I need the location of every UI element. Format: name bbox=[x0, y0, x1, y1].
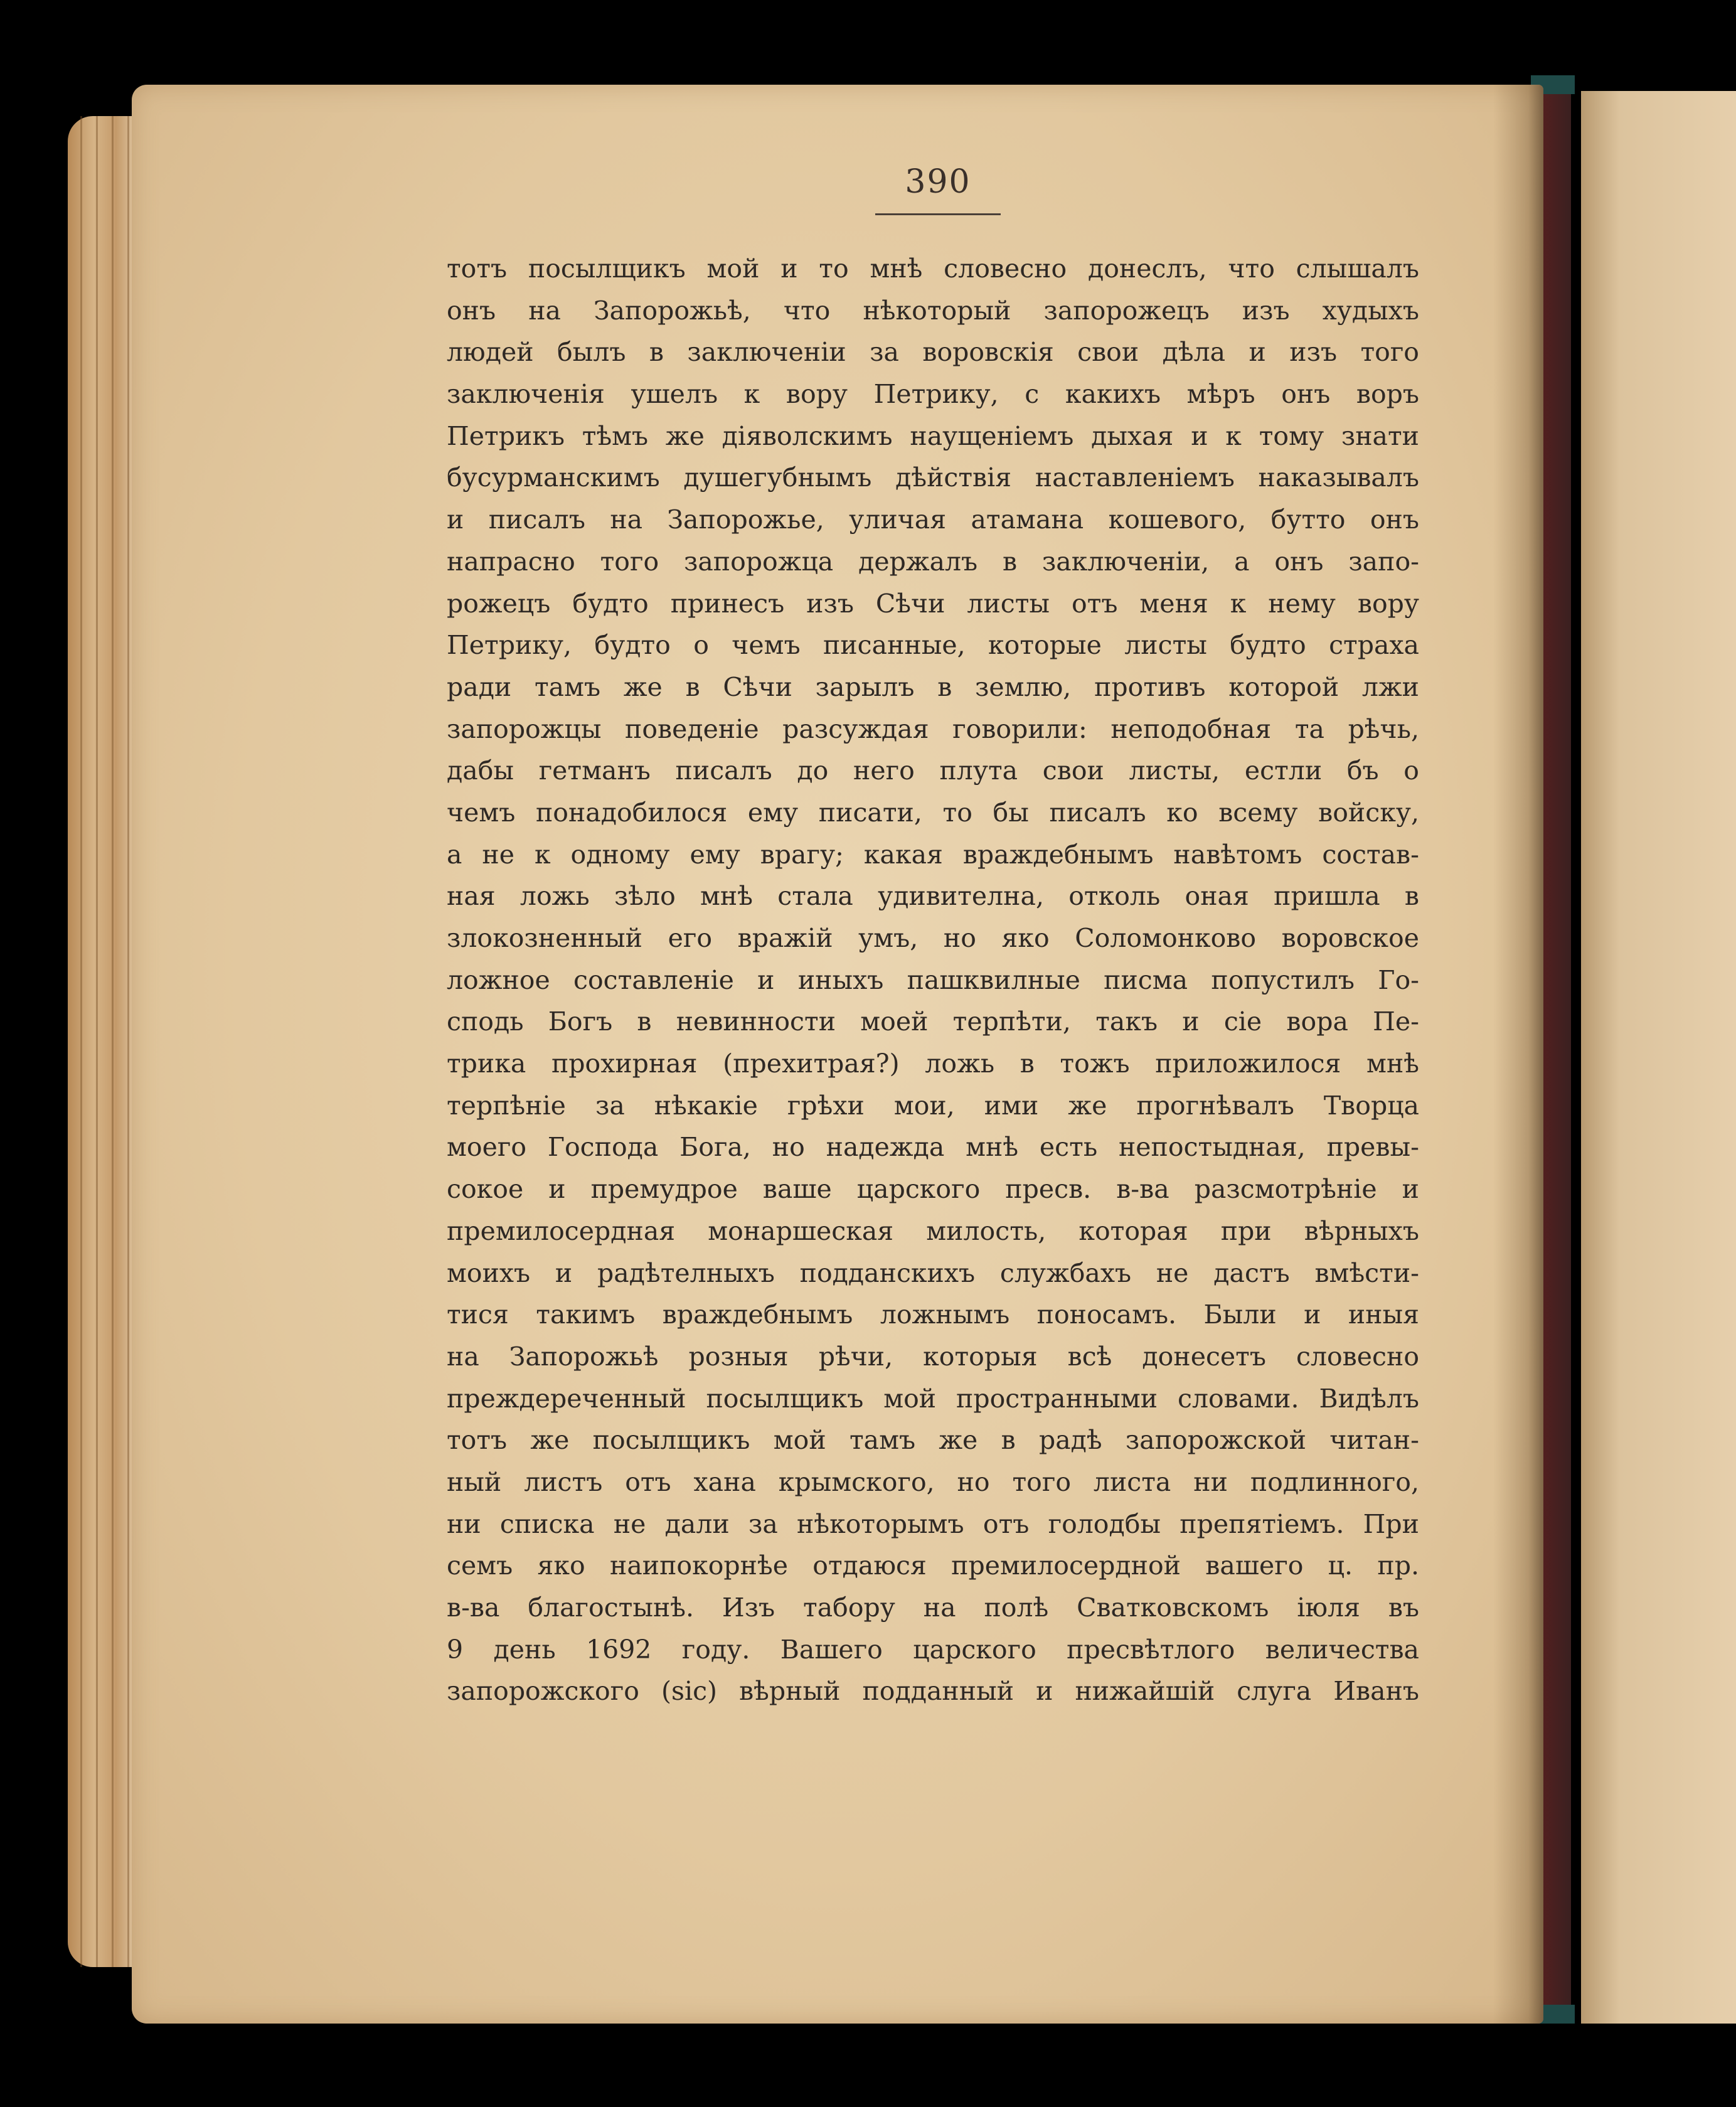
text-line: Петрикъ тѣмъ же діяволскимъ наущеніемъ дыхая и к тому знати bbox=[447, 420, 1419, 451]
text-line: сокое и премудрое ваше царского пресв. в-ва разсмотрѣніе и bbox=[447, 1174, 1419, 1205]
text-line: заключенія ушелъ к вору Петрику, с какихъ мѣръ онъ воръ bbox=[447, 379, 1419, 410]
text-line: злокозненный его вражій умъ, но яко Соломонково воровское bbox=[447, 923, 1419, 953]
text-line: напрасно того запорожца держалъ в заключеніи, а онъ запо- bbox=[447, 546, 1419, 577]
text-line: ни списка не дали за нѣкоторымъ отъ голодбы препятіемъ. При bbox=[447, 1508, 1419, 1539]
text-line: тися такимъ враждебнымъ ложнымъ поносамъ. Были и иныя bbox=[447, 1299, 1419, 1330]
text-line: бусурманскимъ душегубнымъ дѣйствія наставленіемъ наказывалъ bbox=[447, 462, 1419, 493]
text-line: а не к одному ему врагу; какая враждебнымъ навѣтомъ состав- bbox=[447, 839, 1419, 870]
text-line: преждереченный посылщикъ мой пространными словами. Видѣлъ bbox=[447, 1383, 1419, 1414]
text-line: ради тамъ же в Сѣчи зарылъ в землю, противъ которой лжи bbox=[447, 671, 1419, 702]
text-line: рожецъ будто принесъ изъ Сѣчи листы отъ меня к нему вору bbox=[447, 588, 1419, 619]
text-line: ложное составленіе и иныхъ пашквилные писма попустилъ Го- bbox=[447, 964, 1419, 995]
text-line: семъ яко наипокорнѣе отдаюся премилосердной вашего ц. пр. bbox=[447, 1550, 1419, 1581]
text-line: чемъ понадобилося ему писати, то бы писалъ ко всему войску, bbox=[447, 797, 1419, 828]
text-line: тотъ же посылщикъ мой тамъ же в радѣ запорожской читан- bbox=[447, 1425, 1419, 1456]
page-number-rule bbox=[875, 213, 1001, 215]
text-line: ный листъ отъ хана крымского, но того листа ни подлинного, bbox=[447, 1466, 1419, 1497]
text-line: и писалъ на Запорожье, уличая атамана кошевого, бутто онъ bbox=[447, 504, 1419, 535]
text-line: запорожского (sic) вѣрный подданный и нижайшій слуга Иванъ bbox=[447, 1676, 1419, 1707]
page-number: 390 bbox=[905, 163, 971, 201]
text-line: моихъ и радѣтелныхъ подданскихъ службахъ не дастъ вмѣсти- bbox=[447, 1257, 1419, 1288]
page-edge-line bbox=[80, 116, 82, 1967]
text-line: на Запорожьѣ розныя рѣчи, которыя всѣ донесетъ словесно bbox=[447, 1341, 1419, 1372]
text-line: в-ва благостынѣ. Изъ табору на полѣ Сватковскомъ іюля въ bbox=[447, 1592, 1419, 1623]
page-edge-line bbox=[127, 116, 129, 1967]
page-gutter bbox=[1493, 85, 1543, 2024]
text-line: моего Господа Бога, но надежда мнѣ есть непостыдная, превы- bbox=[447, 1132, 1419, 1163]
text-line: трика прохирная (прехитрая?) ложь в тожъ приложилося мнѣ bbox=[447, 1048, 1419, 1079]
text-line: ная ложь зѣло мнѣ стала удивителна, отколь оная пришла в bbox=[447, 881, 1419, 912]
text-line: премилосердная монаршеская милость, которая при вѣрныхъ bbox=[447, 1215, 1419, 1246]
text-line: онъ на Запорожьѣ, что нѣкоторый запорожецъ изъ худыхъ bbox=[447, 295, 1419, 326]
text-line: 9 день 1692 году. Вашего царского пресвѣтлого величества bbox=[447, 1634, 1419, 1665]
page-edge-line bbox=[112, 116, 114, 1967]
text-line: запорожцы поведеніе разсуждая говорили: неподобная та рѣчь, bbox=[447, 713, 1419, 744]
text-line: терпѣніе за нѣкакіе грѣхи мои, ими же прогнѣвалъ Творца bbox=[447, 1090, 1419, 1121]
page-edge-line bbox=[96, 116, 98, 1967]
text-line: сподь Богъ в невинности моей терпѣти, такъ и сіе вора Пе- bbox=[447, 1006, 1419, 1037]
text-line: Петрику, будто о чемъ писанные, которые листы будто страха bbox=[447, 630, 1419, 661]
text-line: людей былъ в заключеніи за воровскія свои дѣла и изъ того bbox=[447, 337, 1419, 368]
text-line: дабы гетманъ писалъ до него плута свои листы, естли бъ о bbox=[447, 755, 1419, 786]
body-text bbox=[447, 248, 1419, 1712]
facing-page bbox=[1581, 91, 1736, 2024]
text-line: тотъ посылщикъ мой и то мнѣ словесно донеслъ, что слышалъ bbox=[447, 253, 1419, 284]
